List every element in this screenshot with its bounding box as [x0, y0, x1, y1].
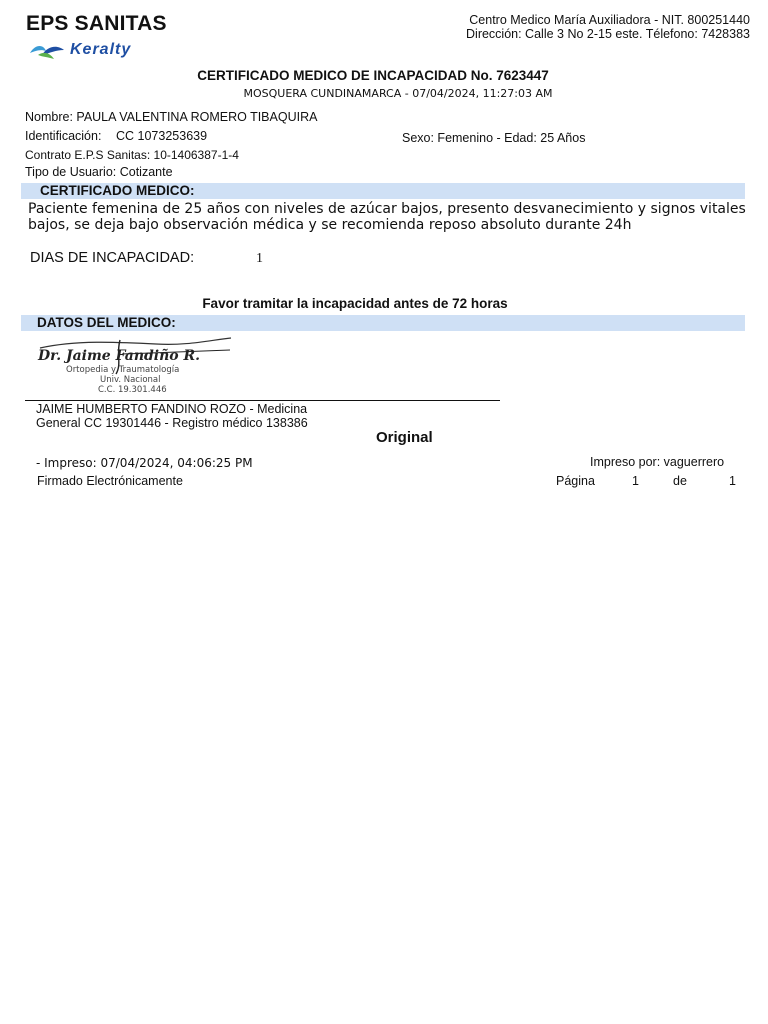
printed-date: - Impreso: 07/04/2024, 04:06:25 PM [36, 456, 253, 470]
certificate-section-heading: CERTIFICADO MEDICO: [40, 183, 195, 198]
disability-days-label: DIAS DE INCAPACIDAD: [30, 250, 195, 266]
svg-text:Dr. Jaime Fandiño R.: Dr. Jaime Fandiño R. [38, 348, 201, 364]
patient-sex-age: Sexo: Femenino - Edad: 25 Años [402, 131, 586, 145]
original-label: Original [376, 429, 433, 446]
page-total: 1 [729, 474, 736, 488]
page-label: Página [556, 474, 595, 488]
patient-contract: Contrato E.P.S Sanitas: 10-1406387-1-4 [25, 148, 239, 162]
certificate-title: CERTIFICADO MEDICO DE INCAPACIDAD No. 7623447 [197, 68, 549, 83]
keralty-wordmark: Keralty [70, 41, 132, 58]
signed-electronically: Firmado Electrónicamente [37, 474, 183, 488]
doctor-name-line2: General CC 19301446 - Registro médico 138386 [36, 416, 308, 430]
svg-text:Ortopedia y Traumatología: Ortopedia y Traumatología [66, 365, 180, 375]
certificate-section-band [21, 183, 745, 199]
keralty-logo [28, 41, 178, 63]
patient-user-type: Tipo de Usuario: Cotizante [25, 165, 173, 179]
clinic-address-phone: Dirección: Calle 3 No 2-15 este. Télefono: 7428383 [466, 27, 750, 41]
printed-by: Impreso por: vaguerrero [590, 455, 725, 469]
keralty-bird-icon [28, 41, 68, 63]
notice-text: Favor tramitar la incapacidad antes de 72 horas [202, 296, 508, 311]
svg-text:C.C. 19.301.446: C.C. 19.301.446 [98, 385, 167, 395]
doctor-section-band [21, 315, 745, 331]
disability-days-value: 1 [256, 251, 263, 266]
certificate-location-date: MOSQUERA CUNDINAMARCA - 07/04/2024, 11:27:03 AM [243, 87, 553, 100]
doctor-name-line1: JAIME HUMBERTO FANDINO ROZO - Medicina [36, 402, 308, 416]
certificate-description: Paciente femenina de 25 años con niveles de azúcar bajos, presento desvanecimiento y signos vitales bajos, se deja bajo observación médica y se recomienda reposo absoluto durante 24h [28, 201, 746, 233]
patient-id-label: Identificación: [25, 129, 102, 143]
doctor-signature-stamp [36, 334, 236, 400]
svg-text:Univ. Nacional: Univ. Nacional [100, 375, 161, 385]
patient-name: Nombre: PAULA VALENTINA ROMERO TIBAQUIRA [25, 110, 318, 124]
doctor-section-heading: DATOS DEL MEDICO: [37, 315, 176, 330]
page-current: 1 [632, 474, 639, 488]
signature-line [25, 400, 500, 401]
brand-title: EPS SANITAS [26, 12, 167, 35]
clinic-name-nit: Centro Medico María Auxiliadora - NIT. 800251440 [469, 13, 750, 27]
page-of-label: de [673, 474, 687, 488]
patient-id-value: CC 1073253639 [116, 129, 208, 143]
